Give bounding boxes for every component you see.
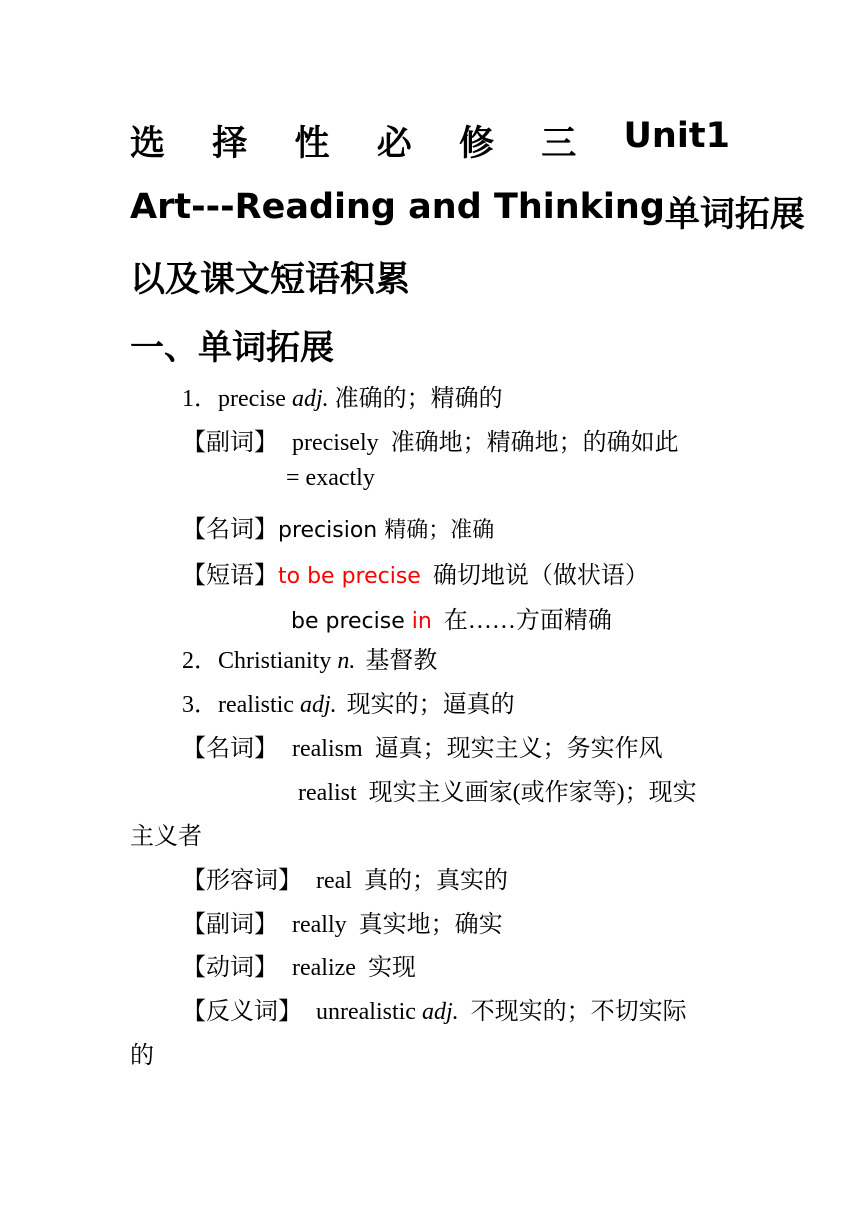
meaning: 不现实的；不切实际: [470, 999, 687, 1025]
section-heading: 一、单词拓展: [130, 328, 334, 368]
entry-meaning: 基督教: [365, 648, 438, 674]
entry-3-noun-2: [298, 772, 697, 807]
entry-3-noun-2-cont: 主义者: [130, 824, 202, 850]
title-line-1: [130, 116, 730, 166]
title-line-2: [130, 187, 805, 237]
entry-2: [182, 640, 437, 675]
pos: adj.: [421, 999, 459, 1025]
meaning: 真的；真实的: [363, 868, 508, 894]
tag: 【形容词】: [182, 868, 302, 894]
noun-text: precision 精确；准确: [278, 518, 495, 543]
entry-3-adverb: [182, 904, 503, 939]
tag: 【副词】: [182, 430, 278, 456]
phrase-red: to be precise: [278, 564, 421, 589]
title-char: 选: [130, 124, 166, 164]
entry-pos: adj.: [299, 692, 337, 718]
entry-3-adjective: [182, 860, 508, 895]
meaning: 准确地；精确地；的确如此: [390, 430, 679, 456]
entry-3-antonym-cont: 的: [130, 1043, 154, 1069]
entry-word: Christianity: [218, 648, 332, 674]
meaning: 在……方面精确: [443, 608, 612, 634]
title-char: 必: [376, 124, 412, 164]
meaning: 确切地说（做状语）: [432, 563, 649, 589]
tag: 【名词】: [182, 517, 278, 543]
entry-1-synonym: = exactly: [286, 465, 375, 491]
entry-meaning: 准确的；精确的: [334, 386, 503, 412]
entry-number: 1．: [182, 386, 218, 412]
entry-meaning: 现实的；逼真的: [346, 692, 515, 718]
entry-3-antonym: [182, 991, 687, 1026]
title-char: 择: [212, 124, 248, 164]
entry-number: 3．: [182, 692, 218, 718]
meaning: 真实地；确实: [358, 912, 503, 938]
title-unit: Unit1: [623, 116, 730, 156]
meaning: 实现: [367, 955, 416, 981]
word: realist: [298, 780, 357, 806]
entry-3: [182, 684, 515, 719]
entry-number: 2．: [182, 648, 218, 674]
word: realism: [292, 736, 363, 762]
entry-1: [182, 378, 503, 413]
meaning: 现实主义画家(或作家等)；现实: [368, 780, 697, 806]
word: realize: [292, 955, 356, 981]
tag: 【动词】: [182, 955, 278, 981]
tag: 【名词】: [182, 736, 278, 762]
entry-3-verb: [182, 947, 416, 982]
entry-1-phrase-2: [291, 600, 612, 635]
entry-word: realistic: [218, 692, 294, 718]
entry-1-noun: [182, 509, 494, 544]
meaning: 逼真；现实主义；务实作风: [374, 736, 663, 762]
entry-pos: n.: [337, 648, 356, 674]
entry-pos: adj.: [291, 386, 329, 412]
entry-word: precise: [218, 386, 286, 412]
word: real: [316, 868, 352, 894]
title-line-3: 以及课文短语积累: [130, 260, 411, 300]
entry-1-phrase: [182, 555, 649, 590]
phrase-red: in: [411, 609, 432, 634]
word: precisely: [292, 430, 379, 456]
tag: 【短语】: [182, 563, 278, 589]
title-char: 性: [294, 124, 330, 164]
phrase-text: be precise: [291, 609, 412, 634]
word: unrealistic: [316, 999, 416, 1025]
entry-1-adverb: [182, 422, 679, 457]
word: really: [292, 912, 347, 938]
title-char: 修: [459, 124, 495, 164]
title-english: Art---Reading and Thinking: [130, 187, 665, 227]
tag: 【反义词】: [182, 999, 302, 1025]
title-char: 三: [541, 124, 577, 164]
tag: 【副词】: [182, 912, 278, 938]
entry-3-noun: [182, 728, 663, 763]
title-chinese: 单词拓展: [664, 195, 805, 235]
